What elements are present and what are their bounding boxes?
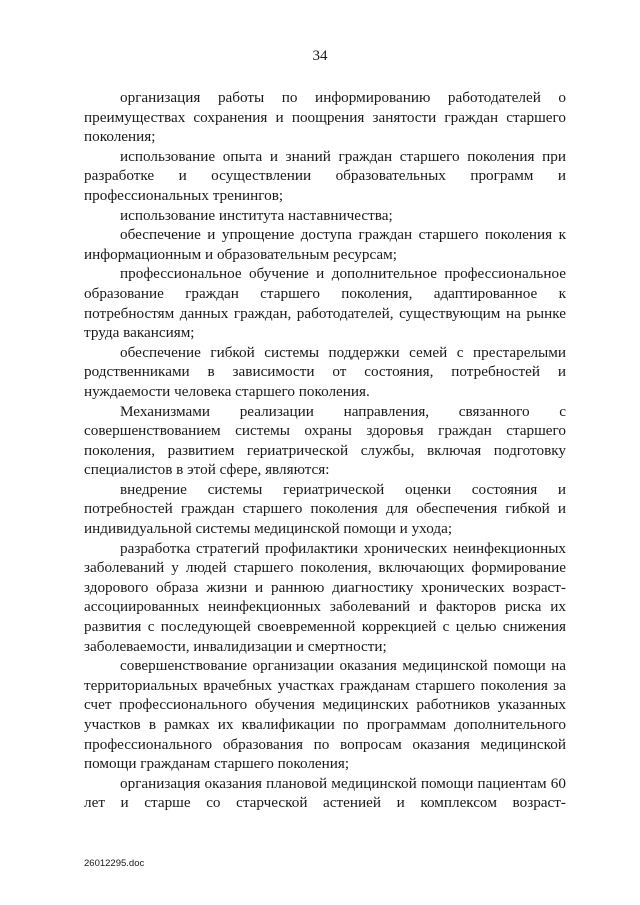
footer-filename: 26012295.doc [84,858,145,869]
paragraph: организация работы по информированию работодателей о преимуществах сохранения и поощрения занятости граждан старшего поколения; [84,89,566,146]
paragraph: организация оказания плановой медицинской помощи пациентам 60 лет и старше со старческой астенией и комплексом возраст- [84,774,566,812]
document-body [84,88,566,813]
paragraph: Механизмами реализации направления, связанного с совершенствованием системы охраны здоровья граждан старшего поколения, развитием гериатрической службы, включая подготовку специалистов в этой сфере, являются: [84,402,566,479]
paragraph: использование института наставничества; [120,206,393,224]
paragraph: профессиональное обучение и дополнительное профессиональное образование граждан старшего поколения, адаптированное к потребностям данных граждан, работодателей, существующим на рынке труда вакансиям; [84,265,566,342]
paragraph: обеспечение гибкой системы поддержки семей с престарелыми родственниками в зависимости от состояния, потребностей и нуждаемости человека старшего поколения. [84,343,566,400]
paragraph: совершенствование организации оказания медицинской помощи на территориальных врачебных участках гражданам старшего поколения за счет профессионального обучения медицинских работников указанных участков в рамках их квалификации по программам дополнительного профессионального образования по вопросам оказания медицинской помощи гражданам старшего поколения; [84,657,566,773]
paragraph: использование опыта и знаний граждан старшего поколения при разработке и осуществлении образовательных программ и профессиональных тренингов; [84,147,566,204]
paragraph: обеспечение и упрощение доступа граждан старшего поколения к информационным и образовательным ресурсам; [84,226,566,263]
page-number: 34 [312,48,328,64]
paragraph: разработка стратегий профилактики хронических неинфекционных заболеваний у людей старшего поколения, включающих формирование здорового образа жизни и раннюю диагностику хронических возраст-ассоциированных неинфекционных заболеваний и факторов риска их развития с последующей своевременной коррекцией с целью снижения заболеваемости, инвалидизации и смертности; [84,539,566,655]
paragraph: внедрение системы гериатрической оценки состояния и потребностей граждан старшего поколения для обеспечения гибкой и индивидуальной системы медицинской помощи и ухода; [84,480,566,538]
